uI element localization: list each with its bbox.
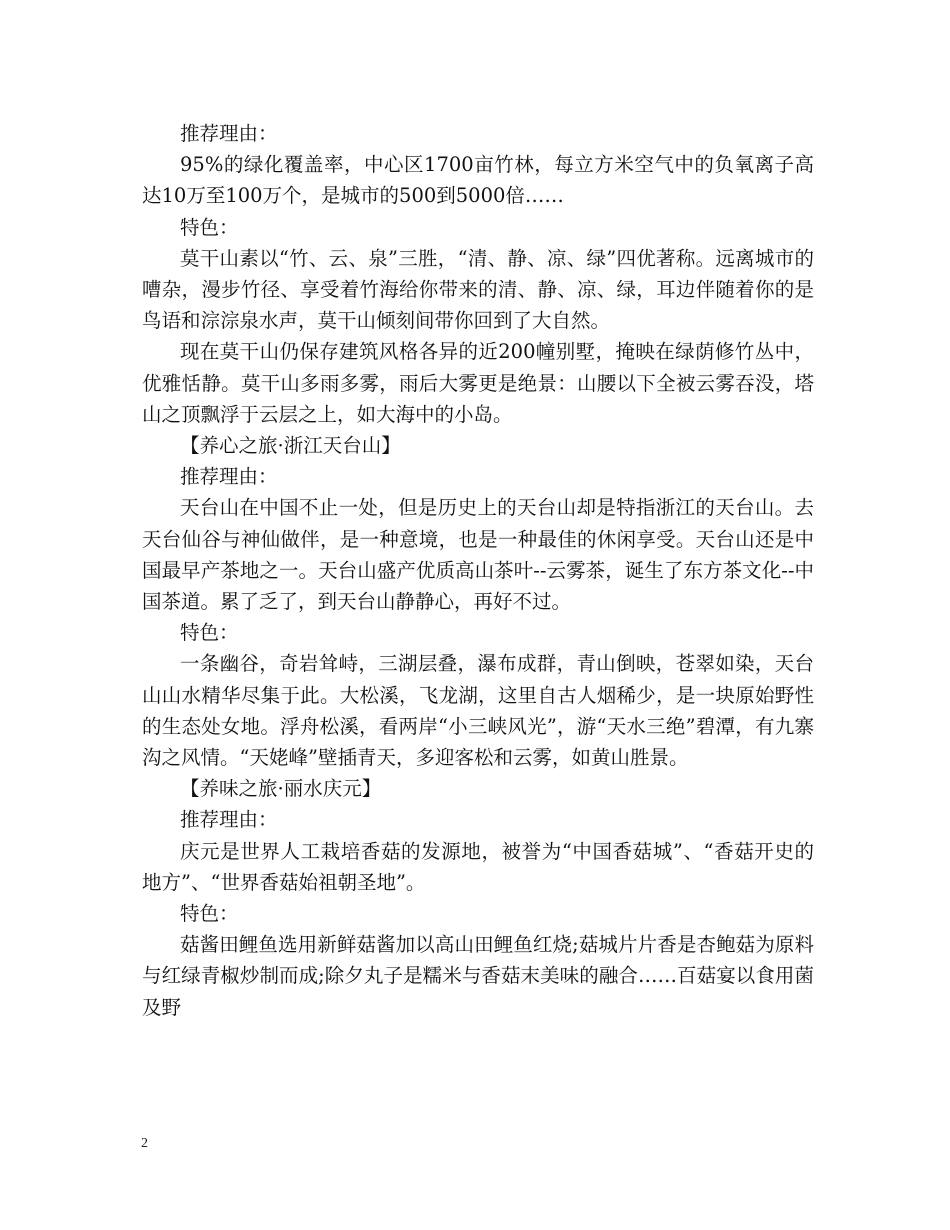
reason-tiantaishan: 天台山在中国不止一处，但是历史上的天台山却是特指浙江的天台山。去天台仙谷与神仙做伴，是一种意境，也是一种最佳的休闲享受。天台山还是中国最早产茶地之一。天台山盛产优质高山茶叶--云雾茶，诞生了东方茶文化--中国茶道。累了乏了，到天台山静静心，再好不过。	[142, 496, 814, 614]
heading-qingyuan: 【养味之旅·丽水庆元】	[180, 777, 382, 801]
label-reason-1: 推荐理由：	[180, 122, 278, 145]
reason-moganshan: 95%的绿化覆盖率，中心区1700亩竹林，每立方米空气中的负氧离子高达10万至100万个，是城市的500到5000倍……	[142, 153, 814, 208]
feature-moganshan-2: 现在莫干山仍保存建筑风格各异的近200幢别墅，掩映在绿荫修竹丛中，优雅恬静。莫干山多雨多雾，雨后大雾更是绝景：山腰以下全被云雾吞没，塔山之顶飘浮于云层之上，如大海中的小岛。	[142, 340, 814, 426]
feature-moganshan-1: 莫干山素以“竹、云、泉”三胜，“清、静、凉、绿”四优著称。远离城市的嘈杂，漫步竹径、享受着竹海给你带来的清、静、凉、绿，耳边伴随着你的是鸟语和淙淙泉水声，莫干山倾刻间带你回到了大自然。	[142, 246, 814, 333]
feature-tiantaishan: 一条幽谷，奇岩耸峙，三湖层叠，瀑布成群，青山倒映，苍翠如染，天台山山水精华尽集于此。大松溪，飞龙湖，这里自古人烟稀少，是一块原始野性的生态处女地。浮舟松溪，看两岸“小三峡风光”，游“天水三绝”碧潭，有九寨沟之风情。“天姥峰”壁插青天，多迎客松和云雾，如黄山胜景。	[142, 652, 814, 770]
page-number: 2	[141, 1136, 148, 1151]
label-feature-1: 特色：	[180, 215, 239, 239]
label-reason-3: 推荐理由：	[180, 808, 278, 832]
feature-qingyuan: 菇酱田鲤鱼选用新鲜菇酱加以高山田鲤鱼红烧;菇城片片香是杏鲍菇为原料与红绿青椒炒制而成;除夕丸子是糯米与香菇末美味的融合……百菇宴以食用菌及野	[142, 933, 814, 1019]
label-reason-2: 推荐理由：	[180, 465, 278, 489]
label-feature-3: 特色：	[180, 902, 239, 926]
heading-tiantaishan: 【养心之旅·浙江天台山】	[180, 434, 401, 458]
label-feature-2: 特色：	[180, 621, 239, 645]
document-body	[142, 118, 814, 1023]
reason-qingyuan: 庆元是世界人工栽培香菇的发源地，被誉为“中国香菇城”、“香菇开史的地方”、“世界香菇始祖朝圣地”。	[142, 839, 814, 894]
